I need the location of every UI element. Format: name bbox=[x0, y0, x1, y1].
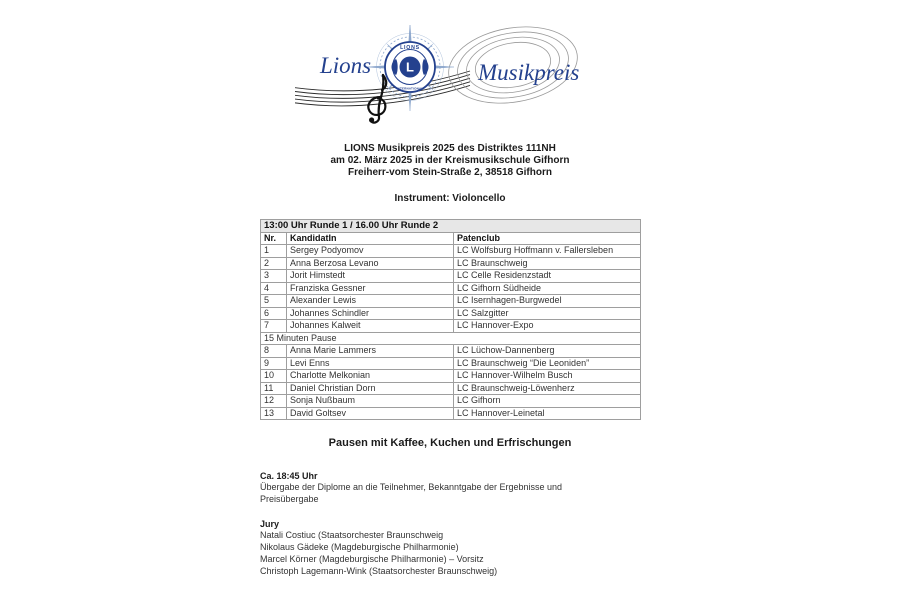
patron-club: LC Braunschweig “Die Leoniden” bbox=[454, 357, 641, 370]
candidate-name: Jorit Himstedt bbox=[287, 270, 454, 283]
table-row bbox=[261, 257, 641, 270]
table-row bbox=[261, 270, 641, 283]
row-number: 11 bbox=[261, 382, 287, 395]
patron-club: LC Hannover-Expo bbox=[454, 320, 641, 333]
title-line-1: LIONS Musikpreis 2025 des Distriktes 111NH bbox=[344, 143, 556, 154]
patron-club: LC Salzgitter bbox=[454, 307, 641, 320]
row-number: 2 bbox=[261, 257, 287, 270]
candidate-name: Johannes Schindler bbox=[287, 307, 454, 320]
table-row bbox=[261, 245, 641, 258]
row-number: 5 bbox=[261, 295, 287, 308]
table-row bbox=[261, 357, 641, 370]
column-header-row bbox=[261, 232, 641, 245]
candidate-name: Sonja Nußbaum bbox=[287, 395, 454, 408]
jury-member: Christoph Lagemann-Wink (Staatsorchester Braunschweig) bbox=[260, 566, 498, 576]
candidate-name: Anna Marie Lammers bbox=[287, 345, 454, 358]
row-number: 3 bbox=[261, 270, 287, 283]
schedule-table bbox=[260, 219, 641, 420]
row-number: 6 bbox=[261, 307, 287, 320]
jury-member: Marcel Körner (Magdeburgische Philharmonie) – Vorsitz bbox=[260, 554, 484, 564]
jury-list bbox=[260, 529, 640, 577]
row-number: 1 bbox=[261, 245, 287, 258]
emblem-bottom-label: INTERNATIONAL bbox=[396, 86, 424, 91]
candidate-name: Charlotte Melkonian bbox=[287, 370, 454, 383]
table-row bbox=[261, 407, 641, 420]
emblem-center-letter: L bbox=[406, 59, 414, 75]
table-row bbox=[261, 295, 641, 308]
patron-club: LC Gifhorn Südheide bbox=[454, 282, 641, 295]
jury-heading: Jury bbox=[260, 519, 280, 529]
instrument-line: Instrument: Violoncello bbox=[394, 193, 506, 204]
patron-club: LC Hannover-Leinetal bbox=[454, 407, 641, 420]
candidate-name: Levi Enns bbox=[287, 357, 454, 370]
table-row bbox=[261, 282, 641, 295]
patron-club: LC Hannover-Wilhelm Busch bbox=[454, 370, 641, 383]
candidate-name: Daniel Christian Dorn bbox=[287, 382, 454, 395]
jury-member: Nikolaus Gädeke (Magdeburgische Philharmonie) bbox=[260, 542, 459, 552]
lions-musikpreis-logo bbox=[295, 25, 605, 127]
table-row bbox=[261, 345, 641, 358]
row-number: 13 bbox=[261, 407, 287, 420]
candidate-name: Franziska Gessner bbox=[287, 282, 454, 295]
wordmark-lions: Lions bbox=[320, 53, 372, 78]
table-row bbox=[261, 382, 641, 395]
row-number: 4 bbox=[261, 282, 287, 295]
pause-label: 15 Minuten Pause bbox=[261, 332, 641, 345]
table-row bbox=[261, 370, 641, 383]
wordmark-musikpreis: Musikpreis bbox=[478, 60, 580, 85]
lions-club-emblem bbox=[385, 42, 435, 92]
jury-member: Natali Costiuc (Staatsorchester Braunschweig bbox=[260, 530, 444, 540]
candidate-name: Alexander Lewis bbox=[287, 295, 454, 308]
title-line-2: am 02. März 2025 in der Kreismusikschule Gifhorn bbox=[330, 155, 570, 166]
round-header-row bbox=[261, 220, 641, 233]
round-header-label: 13:00 Uhr Runde 1 / 16.00 Uhr Runde 2 bbox=[261, 220, 641, 233]
column-header-patenclub: Patenclub bbox=[454, 232, 641, 245]
row-number: 10 bbox=[261, 370, 287, 383]
candidate-name: Anna Berzosa Levano bbox=[287, 257, 454, 270]
treble-clef-icon bbox=[368, 75, 386, 123]
patron-club: LC Braunschweig bbox=[454, 257, 641, 270]
pause-row bbox=[261, 332, 641, 345]
table-row bbox=[261, 320, 641, 333]
patron-club: LC Isernhagen-Burgwedel bbox=[454, 295, 641, 308]
row-number: 7 bbox=[261, 320, 287, 333]
patron-club: LC Lüchow-Dannenberg bbox=[454, 345, 641, 358]
logo-graphic bbox=[295, 25, 605, 127]
patron-club: LC Celle Residenzstadt bbox=[454, 270, 641, 283]
emblem-top-label: LIONS bbox=[400, 45, 420, 51]
patron-club: LC Gifhorn bbox=[454, 395, 641, 408]
schedule-table-body bbox=[261, 220, 641, 420]
column-header-kandidatin: KandidatIn bbox=[287, 232, 454, 245]
row-number: 9 bbox=[261, 357, 287, 370]
candidate-name: Sergey Podyomov bbox=[287, 245, 454, 258]
title-line-3: Freiherr-vom Stein-Straße 2, 38518 Gifhorn bbox=[348, 167, 552, 178]
ceremony-description: Übergabe der Diplome an die Teilnehmer, Bekanntgabe der Ergebnisse und Preisübergabe bbox=[260, 482, 563, 504]
ceremony-time-heading: Ca. 18:45 Uhr bbox=[260, 471, 318, 481]
document-page bbox=[260, 0, 640, 577]
patron-club: LC Braunschweig-Löwenherz bbox=[454, 382, 641, 395]
event-title-block bbox=[260, 143, 640, 179]
table-row bbox=[261, 395, 641, 408]
refreshments-note: Pausen mit Kaffee, Kuchen und Erfrischungen bbox=[328, 437, 572, 449]
column-header-nr: Nr. bbox=[261, 232, 287, 245]
candidate-name: David Goltsev bbox=[287, 407, 454, 420]
patron-club: LC Wolfsburg Hoffmann v. Fallersleben bbox=[454, 245, 641, 258]
row-number: 8 bbox=[261, 345, 287, 358]
candidate-name: Johannes Kalweit bbox=[287, 320, 454, 333]
row-number: 12 bbox=[261, 395, 287, 408]
table-row bbox=[261, 307, 641, 320]
